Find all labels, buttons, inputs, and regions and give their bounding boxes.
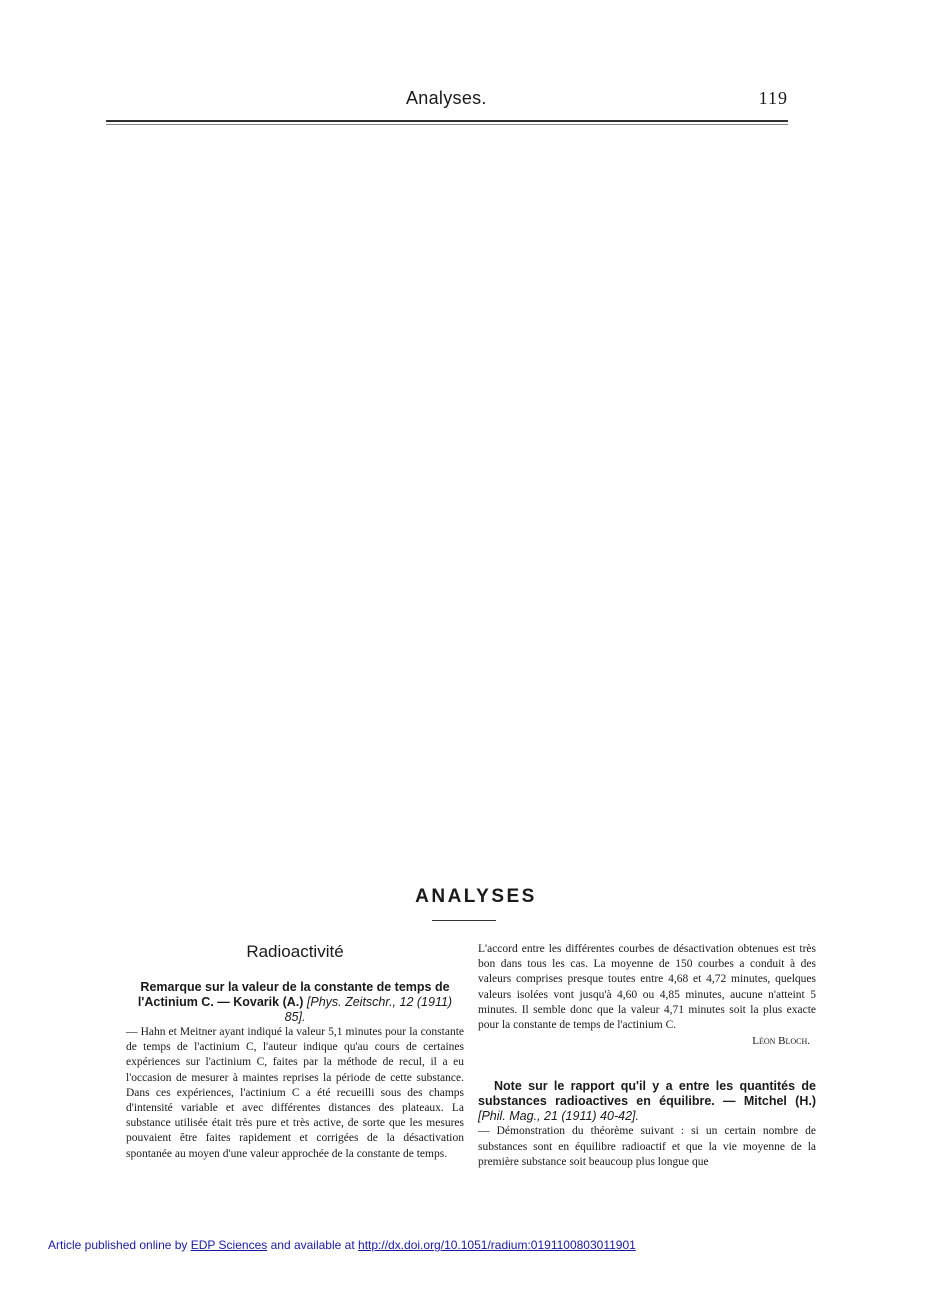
entry-title-text: Remarque sur la valeur de la constante de temps de l'Actinium C. — Kovarik (A.) [137,980,450,1009]
entry-gap [478,1049,816,1079]
section-heading: ANALYSES [415,886,537,907]
publisher-link[interactable]: EDP Sciences [190,1238,268,1252]
entry2-body: — Démonstration du théorème suivant : si un certain nombre de substances sont en équilibre radioactif et que la vie moyenne de la première substance soit beaucoup plus longue que [478,1125,816,1168]
entry-continuation: L'accord entre les différentes courbes de désactivation obtenues est très bon dans tous les cas. La moyenne de 150 courbes a conduit à des valeurs comprises presque toutes entre 4,68 et 4,72 minutes, quelques valeurs isolées vont jusqu'à 4,60 ou 4,85 minutes, aucune n'atteint 5 minutes. Il semble donc que la valeur 4,71 minutes soit la plus exacte pour la constante de temps de l'actinium C. [478,943,816,1032]
entry2-title-text: Note sur le rapport qu'il y a entre les quantités de substances radioactives en équilibre. — Mitchel (H.) [478,1079,816,1109]
footer-prefix: Article published online by [48,1238,188,1252]
entry-title [126,980,464,1025]
section-rule [432,920,496,921]
page-number: 119 [758,88,788,108]
author-signature: Léon Bloch. [752,1035,810,1048]
running-header [106,84,788,124]
footer [48,1238,636,1252]
left-column [126,942,464,1162]
header-rule [106,120,788,122]
header-rule-thin [106,124,788,125]
entry-body: — Hahn et Meitner ayant indiqué la valeur 5,1 minutes pour la constante de temps de l'actinium C, l'auteur indique qu'au cours de certaines expériences sur l'actinium C, faites par la méthode de recul, il a eu l'occasion de mesurer à maintes reprises la période de cette substance. Dans ces expériences, l'actinium C a été recueilli sous des champs d'intensité variable et avec différentes distances des plateaux. La substance utilisée était très pure et très active, de sorte que les mesures pouvaient être faites rapidement et corrigées de la désactivation spontanée au moyen d'une valeur approchée de la constante de temps. [126,1026,464,1160]
entry2-title [478,1079,816,1124]
entry-citation: [Phys. Zeitschr., 12 (1911) 85]. [284,995,453,1024]
entry2-citation: [Phil. Mag., 21 (1911) 40-42]. [478,1109,639,1124]
footer-middle: and available at [270,1238,355,1252]
right-column [478,942,816,1170]
subsection-title: Radioactivité [246,942,344,961]
running-title: Analyses. [406,88,487,108]
doi-link[interactable]: http://dx.doi.org/10.1051/radium:0191100803011901 [358,1238,636,1252]
